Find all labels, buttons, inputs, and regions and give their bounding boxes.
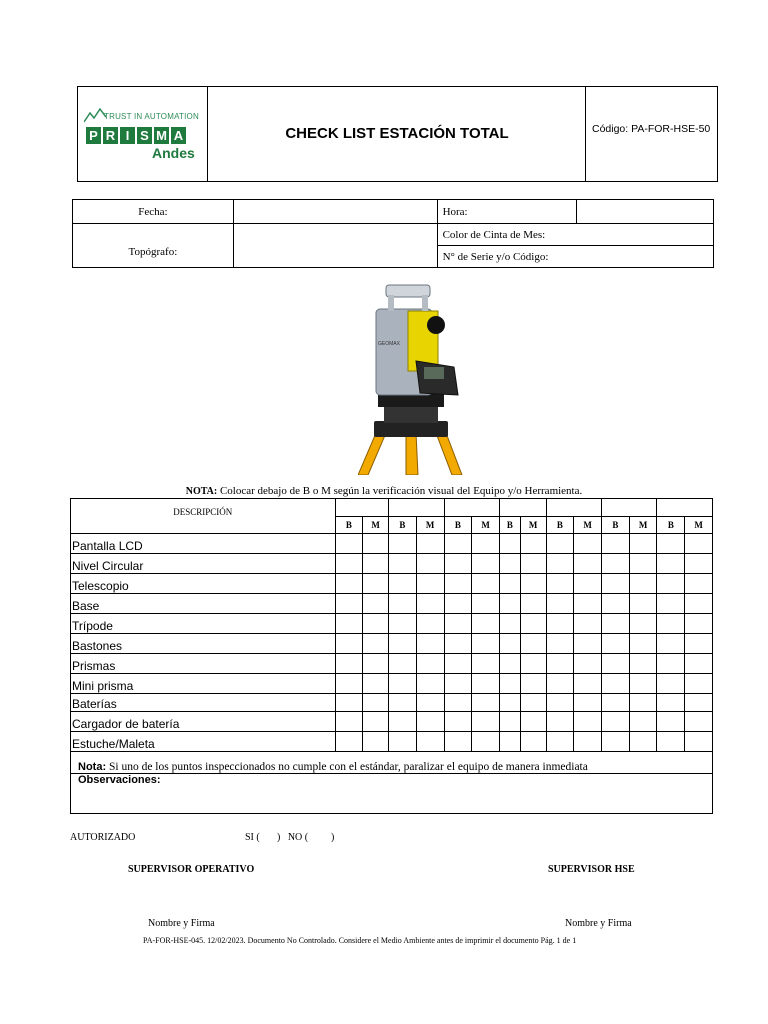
- check-cell[interactable]: [444, 554, 472, 574]
- check-cell[interactable]: [685, 694, 713, 712]
- check-cell[interactable]: [602, 712, 630, 732]
- check-cell[interactable]: [499, 674, 520, 694]
- check-cell[interactable]: [574, 594, 602, 614]
- note-text: Si uno de los puntos inspeccionados no cumple con el estándar, paralizar el equipo de manera inmediata: [108, 761, 588, 773]
- check-cell[interactable]: [444, 654, 472, 674]
- check-cell[interactable]: [363, 674, 389, 694]
- check-cell[interactable]: [444, 694, 472, 712]
- check-cell[interactable]: [602, 654, 630, 674]
- checklist-row: [71, 674, 713, 694]
- bm-header-cell: B: [389, 517, 417, 534]
- check-cell[interactable]: [416, 694, 444, 712]
- firma-right: Nombre y Firma: [565, 918, 632, 929]
- check-cell[interactable]: [444, 732, 472, 752]
- check-cell[interactable]: [335, 694, 363, 712]
- check-cell[interactable]: [602, 634, 630, 654]
- column-group: [657, 499, 713, 517]
- logo-letter: S: [137, 127, 152, 144]
- check-cell[interactable]: [602, 574, 630, 594]
- check-cell[interactable]: [389, 732, 417, 752]
- check-cell[interactable]: [685, 732, 713, 752]
- check-cell[interactable]: [499, 614, 520, 634]
- check-cell[interactable]: [546, 574, 574, 594]
- checklist-item-label: Base: [71, 594, 336, 614]
- firma-left: Nombre y Firma: [148, 918, 215, 929]
- fecha-field[interactable]: [233, 200, 437, 224]
- check-cell[interactable]: [416, 732, 444, 752]
- code-cell: [585, 87, 717, 181]
- check-cell[interactable]: [574, 674, 602, 694]
- check-cell[interactable]: [520, 534, 546, 554]
- check-cell[interactable]: [546, 654, 574, 674]
- check-cell[interactable]: [335, 634, 363, 654]
- checklist-item-label: Bastones: [71, 634, 336, 654]
- check-cell[interactable]: [363, 574, 389, 594]
- check-cell[interactable]: [629, 554, 657, 574]
- check-cell[interactable]: [574, 732, 602, 752]
- checklist-item-label: Estuche/Maleta: [71, 732, 336, 752]
- check-cell[interactable]: [444, 674, 472, 694]
- check-cell[interactable]: [389, 534, 417, 554]
- checklist-row: [71, 554, 713, 574]
- check-cell[interactable]: [363, 614, 389, 634]
- check-cell[interactable]: [657, 574, 685, 594]
- check-cell[interactable]: [685, 614, 713, 634]
- check-cell[interactable]: [657, 614, 685, 634]
- check-cell[interactable]: [574, 634, 602, 654]
- checklist-row: [71, 594, 713, 614]
- check-cell[interactable]: [602, 732, 630, 752]
- fecha-label: Fecha:: [73, 200, 234, 224]
- check-cell[interactable]: [444, 534, 472, 554]
- hora-field[interactable]: [577, 200, 714, 224]
- check-cell[interactable]: [546, 732, 574, 752]
- check-cell[interactable]: [546, 534, 574, 554]
- serie-label: N° de Serie y/o Código:: [437, 246, 713, 268]
- checklist-item-label: Prismas: [71, 654, 336, 674]
- check-cell[interactable]: [363, 694, 389, 712]
- observations-label: Observaciones:: [78, 774, 161, 786]
- bm-header-cell: B: [657, 517, 685, 534]
- check-cell[interactable]: [363, 712, 389, 732]
- logo-letter: M: [154, 127, 169, 144]
- check-cell[interactable]: [520, 674, 546, 694]
- check-cell[interactable]: [685, 594, 713, 614]
- bm-header-cell: B: [546, 517, 574, 534]
- column-group: [499, 499, 546, 517]
- no-label: ) NO (: [277, 832, 309, 843]
- hora-label: Hora:: [437, 200, 577, 224]
- check-cell[interactable]: [520, 594, 546, 614]
- check-cell[interactable]: [602, 534, 630, 554]
- check-cell[interactable]: [335, 732, 363, 752]
- divider: [71, 773, 712, 774]
- checklist-row: [71, 634, 713, 654]
- check-cell[interactable]: [520, 712, 546, 732]
- check-cell[interactable]: [416, 534, 444, 554]
- check-cell[interactable]: [389, 674, 417, 694]
- check-cell[interactable]: [629, 712, 657, 732]
- check-cell[interactable]: [657, 674, 685, 694]
- check-cell[interactable]: [629, 674, 657, 694]
- bm-header-cell: M: [363, 517, 389, 534]
- observations-box: [70, 751, 713, 814]
- check-cell[interactable]: [335, 594, 363, 614]
- check-cell[interactable]: [363, 594, 389, 614]
- check-cell[interactable]: [335, 712, 363, 732]
- check-cell[interactable]: [363, 534, 389, 554]
- check-cell[interactable]: [335, 574, 363, 594]
- check-cell[interactable]: [389, 654, 417, 674]
- check-cell[interactable]: [416, 654, 444, 674]
- logo-cell: [78, 87, 208, 181]
- logo-tagline: TRUST IN AUTOMATION: [104, 112, 199, 121]
- check-cell[interactable]: [520, 614, 546, 634]
- total-station-image: [358, 283, 464, 475]
- check-cell[interactable]: [335, 554, 363, 574]
- check-cell[interactable]: [499, 694, 520, 712]
- observation-note: [78, 761, 588, 773]
- check-cell[interactable]: [335, 654, 363, 674]
- checklist-row: [71, 694, 713, 712]
- check-cell[interactable]: [657, 694, 685, 712]
- check-cell[interactable]: [520, 654, 546, 674]
- nota-label: NOTA:: [185, 486, 218, 497]
- check-cell[interactable]: [389, 712, 417, 732]
- check-cell[interactable]: [657, 654, 685, 674]
- check-cell[interactable]: [657, 634, 685, 654]
- check-cell[interactable]: [602, 554, 630, 574]
- check-cell[interactable]: [499, 712, 520, 732]
- check-cell[interactable]: [444, 594, 472, 614]
- check-cell[interactable]: [657, 534, 685, 554]
- logo-letter: R: [103, 127, 118, 144]
- logo-letter: P: [86, 127, 101, 144]
- bm-header-cell: M: [629, 517, 657, 534]
- column-group: [335, 499, 388, 517]
- nota-text: Colocar debajo de B o M según la verificación visual del Equipo y/o Herramienta.: [219, 485, 583, 497]
- check-cell[interactable]: [685, 674, 713, 694]
- checklist-row: [71, 732, 713, 752]
- note-label: Nota:: [78, 761, 107, 773]
- check-cell[interactable]: [629, 614, 657, 634]
- checklist-row: [71, 574, 713, 594]
- check-cell[interactable]: [444, 614, 472, 634]
- check-cell[interactable]: [389, 694, 417, 712]
- check-cell[interactable]: [389, 554, 417, 574]
- check-cell[interactable]: [629, 534, 657, 554]
- check-cell[interactable]: [335, 534, 363, 554]
- check-cell[interactable]: [602, 594, 630, 614]
- check-cell[interactable]: [363, 554, 389, 574]
- check-cell[interactable]: [499, 594, 520, 614]
- description-header: DESCRIPCIÓN: [71, 499, 336, 534]
- column-group: [602, 499, 657, 517]
- topografo-label: Topógrafo:: [73, 224, 234, 268]
- check-cell[interactable]: [629, 574, 657, 594]
- check-cell[interactable]: [389, 574, 417, 594]
- nota-line: [0, 485, 768, 497]
- bm-header-cell: M: [520, 517, 546, 534]
- check-cell[interactable]: [520, 574, 546, 594]
- no-checkbox[interactable]: [314, 831, 330, 843]
- check-cell[interactable]: [363, 732, 389, 752]
- check-cell[interactable]: [472, 554, 500, 574]
- check-cell[interactable]: [335, 674, 363, 694]
- check-cell[interactable]: [546, 712, 574, 732]
- bm-header-cell: B: [335, 517, 363, 534]
- bm-header-cell: M: [472, 517, 500, 534]
- logo-mountain-icon: [84, 107, 106, 123]
- checklist-item-label: Trípode: [71, 614, 336, 634]
- check-cell[interactable]: [629, 694, 657, 712]
- check-cell[interactable]: [444, 574, 472, 594]
- check-cell[interactable]: [363, 654, 389, 674]
- bm-header-cell: M: [416, 517, 444, 534]
- check-cell[interactable]: [520, 634, 546, 654]
- checklist-table: [70, 498, 713, 752]
- check-cell[interactable]: [574, 534, 602, 554]
- check-cell[interactable]: [685, 634, 713, 654]
- check-cell[interactable]: [574, 712, 602, 732]
- document-code: Código: PA-FOR-HSE-50: [592, 123, 711, 135]
- checklist-item-label: Telescopio: [71, 574, 336, 594]
- check-cell[interactable]: [472, 534, 500, 554]
- check-cell[interactable]: [389, 634, 417, 654]
- checklist-row: [71, 712, 713, 732]
- check-cell[interactable]: [602, 614, 630, 634]
- bm-header-cell: B: [499, 517, 520, 534]
- si-label: SI (: [245, 832, 260, 843]
- check-cell[interactable]: [685, 534, 713, 554]
- check-cell[interactable]: [416, 554, 444, 574]
- check-cell[interactable]: [629, 732, 657, 752]
- topografo-field[interactable]: [233, 224, 437, 268]
- check-cell[interactable]: [472, 614, 500, 634]
- check-cell[interactable]: [629, 594, 657, 614]
- column-group: [444, 499, 499, 517]
- check-cell[interactable]: [657, 594, 685, 614]
- document-header: [77, 86, 718, 182]
- info-table: [72, 199, 714, 268]
- check-cell[interactable]: [472, 654, 500, 674]
- check-cell[interactable]: [363, 634, 389, 654]
- supervisor-operativo-label: SUPERVISOR OPERATIVO: [128, 864, 255, 875]
- check-cell[interactable]: [416, 594, 444, 614]
- bm-header-cell: B: [602, 517, 630, 534]
- check-cell[interactable]: [416, 634, 444, 654]
- check-cell[interactable]: [472, 674, 500, 694]
- check-cell[interactable]: [629, 654, 657, 674]
- check-cell[interactable]: [335, 614, 363, 634]
- check-cell[interactable]: [546, 674, 574, 694]
- check-cell[interactable]: [472, 712, 500, 732]
- bm-header-cell: M: [685, 517, 713, 534]
- check-cell[interactable]: [499, 534, 520, 554]
- check-cell[interactable]: [472, 732, 500, 752]
- check-cell[interactable]: [520, 554, 546, 574]
- check-cell[interactable]: [416, 614, 444, 634]
- check-cell[interactable]: [685, 574, 713, 594]
- check-cell[interactable]: [416, 674, 444, 694]
- check-cell[interactable]: [629, 634, 657, 654]
- check-cell[interactable]: [685, 554, 713, 574]
- check-cell[interactable]: [389, 594, 417, 614]
- check-cell[interactable]: [416, 712, 444, 732]
- check-cell[interactable]: [499, 574, 520, 594]
- check-cell[interactable]: [520, 732, 546, 752]
- check-cell[interactable]: [574, 694, 602, 712]
- check-cell[interactable]: [546, 694, 574, 712]
- logo-letter: I: [120, 127, 135, 144]
- check-cell[interactable]: [499, 554, 520, 574]
- check-cell[interactable]: [657, 712, 685, 732]
- checklist-row: [71, 614, 713, 634]
- check-cell[interactable]: [472, 594, 500, 614]
- checklist-item-label: Baterías: [71, 694, 336, 712]
- autorizado-label: AUTORIZADO: [70, 832, 136, 843]
- checklist-item-label: Pantalla LCD: [71, 534, 336, 554]
- check-cell[interactable]: [602, 674, 630, 694]
- check-cell[interactable]: [472, 694, 500, 712]
- check-cell[interactable]: [416, 574, 444, 594]
- logo-wordmark: [86, 127, 188, 144]
- logo-subtitle: Andes: [152, 145, 195, 161]
- check-cell[interactable]: [499, 732, 520, 752]
- logo-letter: A: [171, 127, 186, 144]
- check-cell[interactable]: [472, 574, 500, 594]
- check-cell[interactable]: [389, 614, 417, 634]
- bm-header-cell: M: [574, 517, 602, 534]
- check-cell[interactable]: [546, 614, 574, 634]
- no-close: ): [331, 832, 335, 843]
- check-cell[interactable]: [546, 634, 574, 654]
- check-cell[interactable]: [472, 634, 500, 654]
- checklist-row: [71, 654, 713, 674]
- check-cell[interactable]: [574, 554, 602, 574]
- color-cinta-label: Color de Cinta de Mes:: [437, 224, 713, 246]
- brand-label: GEOMAX: [378, 341, 400, 347]
- check-cell[interactable]: [574, 654, 602, 674]
- document-footer: PA-FOR-HSE-045. 12/02/2023. Documento No Controlado. Considere el Medio Ambiente antes de imprimir el documento Pág. 1 de 1: [143, 936, 577, 945]
- check-cell[interactable]: [546, 594, 574, 614]
- check-cell[interactable]: [520, 694, 546, 712]
- checklist-item-label: Cargador de batería: [71, 712, 336, 732]
- check-cell[interactable]: [657, 732, 685, 752]
- checklist-item-label: Nivel Circular: [71, 554, 336, 574]
- column-group: [389, 499, 444, 517]
- supervisor-hse-label: SUPERVISOR HSE: [548, 864, 635, 875]
- check-cell[interactable]: [602, 694, 630, 712]
- bm-header-cell: B: [444, 517, 472, 534]
- check-cell[interactable]: [499, 634, 520, 654]
- checklist-row: [71, 534, 713, 554]
- checklist-item-label: Mini prisma: [71, 674, 336, 694]
- check-cell[interactable]: [685, 712, 713, 732]
- check-cell[interactable]: [444, 712, 472, 732]
- check-cell[interactable]: [657, 554, 685, 574]
- column-group: [546, 499, 601, 517]
- check-cell[interactable]: [546, 554, 574, 574]
- check-cell[interactable]: [574, 614, 602, 634]
- page-title: CHECK LIST ESTACIÓN TOTAL: [285, 125, 509, 142]
- check-cell[interactable]: [499, 654, 520, 674]
- check-cell[interactable]: [574, 574, 602, 594]
- check-cell[interactable]: [444, 634, 472, 654]
- check-cell[interactable]: [685, 654, 713, 674]
